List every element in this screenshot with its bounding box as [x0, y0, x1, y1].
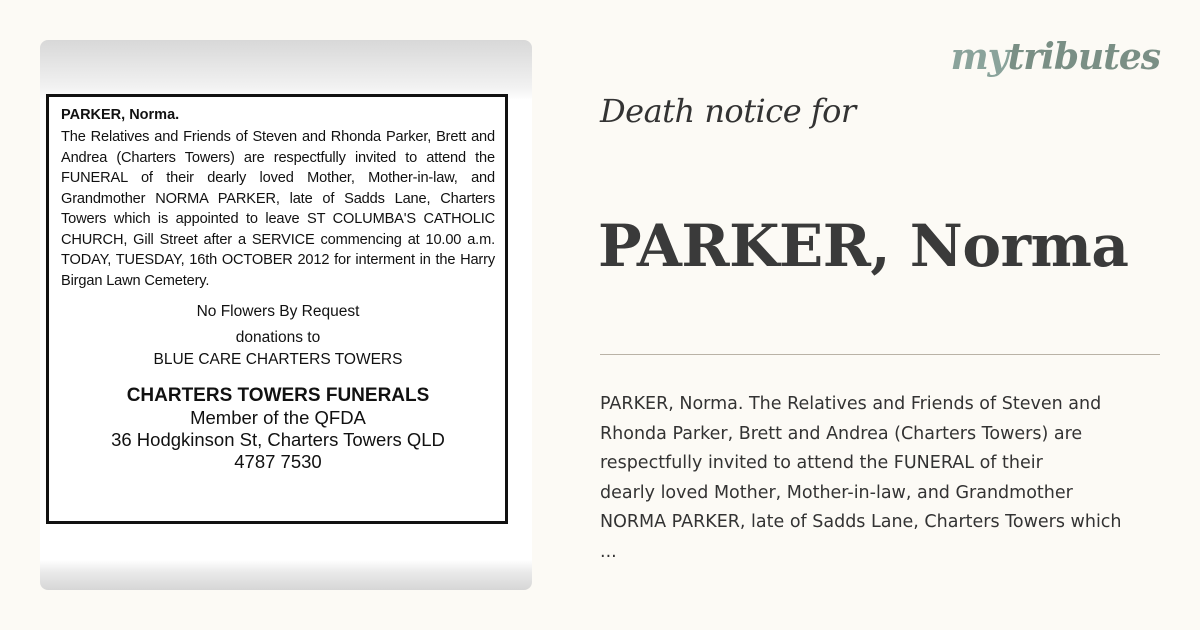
funeral-director-membership: Member of the QFDA — [190, 407, 366, 428]
notice-flowers: No Flowers By Request — [196, 303, 360, 320]
notice-excerpt: PARKER, Norma. The Relatives and Friends of Steven and Rhonda Parker, Brett and Andrea (Charters Towers) are respectfully invited to attend the FUNERAL of their dearly loved Mother, Mother-in-law, and Grandmother NORMA PARKER, late of Sadds Lane, Charters Towers which ... — [600, 394, 1122, 562]
funeral-director-block — [61, 385, 495, 473]
notice-body: The Relatives and Friends of Steven and Rhonda Parker, Brett and Andrea (Charters Towers) are respectfully invited to attend the FUNERAL of their dearly loved Mother, Mother-in-law, and Grandmother NORMA PARKER, late of Sadds Lane, Charters Towers which is appointed to leave ST COLUMBA'S CATHOLIC CHURCH, Gill Street after a SERVICE commencing at 10.00 a.m. TODAY, TUESDAY, 16th OCTOBER 2012 for interment in the Harry Birgan Lawn Cemetery. — [61, 129, 495, 289]
mytributes-logo[interactable] — [951, 36, 1160, 78]
notice-type-label: Death notice for — [600, 92, 856, 130]
death-notice-clipping — [46, 94, 508, 524]
logo-my: my — [950, 36, 1008, 78]
notice-image-card — [40, 40, 532, 590]
funeral-director-phone: 4787 7530 — [234, 451, 322, 472]
funeral-director-name: CHARTERS TOWERS FUNERALS — [126, 385, 430, 406]
notice-donations: donations to — [235, 329, 321, 346]
divider — [600, 354, 1160, 355]
deceased-name: PARKER, Norma — [598, 212, 1129, 280]
funeral-director-address: 36 Hodgkinson St, Charters Towers QLD — [111, 429, 445, 450]
logo-tributes: tributes — [1007, 36, 1160, 78]
notice-heading: PARKER, Norma. — [61, 107, 180, 123]
notice-charity: BLUE CARE CHARTERS TOWERS — [153, 351, 403, 368]
